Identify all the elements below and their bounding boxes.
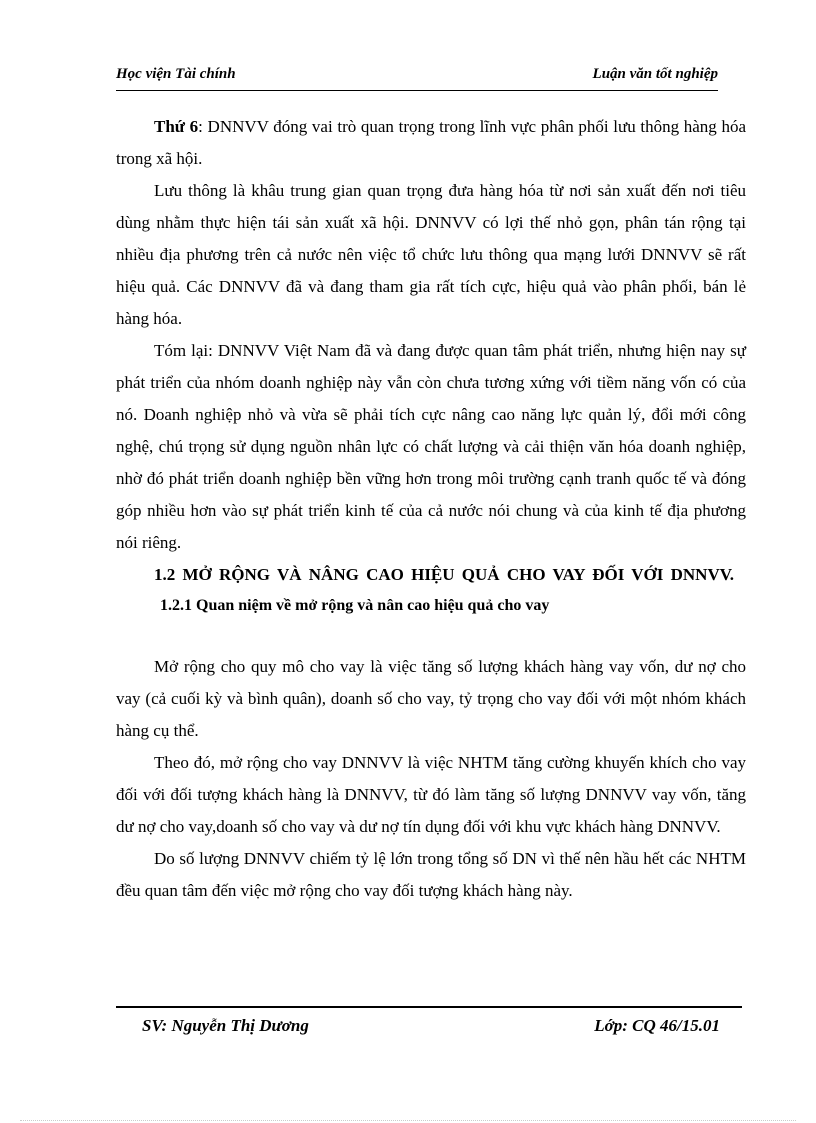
paragraph-1-lead: Thứ 6 <box>154 117 199 136</box>
header-institution: Học viện Tài chính <box>116 66 236 82</box>
paragraph-4: Mở rộng cho quy mô cho vay là việc tăng số lượng khách hàng vay vốn, dư nợ cho vay (cả cuối kỳ và bình quân), doanh số cho vay, tỷ trọng cho vay đối với một nhóm khách hàng cụ thể. <box>116 657 746 740</box>
paragraph-1 <box>116 111 746 175</box>
paragraph-6: Do số lượng DNNVV chiếm tỷ lệ lớn trong tổng số DN vì thế nên hầu hết các NHTM đều quan tâm đến việc mở rộng cho vay đối tượng khách hàng này. <box>116 849 746 900</box>
section-heading-1-2: 1.2 MỞ RỘNG VÀ NÂNG CAO HIỆU QUẢ CHO VAY ĐỐI VỚI DNNVV. <box>154 565 735 584</box>
paragraph-1-text: : DNNVV đóng vai trò quan trọng trong lĩnh vực phân phối lưu thông hàng hóa trong xã hội. <box>116 117 746 168</box>
footer-student: SV: Nguyễn Thị Dương <box>142 1016 309 1035</box>
page-body <box>116 111 746 907</box>
paragraph-3: Tóm lại: DNNVV Việt Nam đã và đang được quan tâm phát triển, nhưng hiện nay sự phát triển của nhóm doanh nghiệp này vẫn còn chưa tương xứng với tiềm năng vốn có của nó. Doanh nghiệp nhỏ và vừa sẽ phải tích cực nâng cao năng lực quản lý, đổi mới công nghệ, chú trọng sử dụng nguồn nhân lực có chất lượng và cải thiện văn hóa doanh nghiệp, nhờ đó phát triển doanh nghiệp bền vững hơn trong môi trường cạnh tranh quốc tế và đóng góp nhiều hơn vào sự phát triển kinh tế của cả nước nói chung và của kinh tế địa phương nói riêng. <box>116 341 746 552</box>
page-header <box>116 64 718 91</box>
page-footer <box>116 1006 742 1048</box>
paragraph-5: Theo đó, mở rộng cho vay DNNVV là việc NHTM tăng cường khuyến khích cho vay đối với đối tượng khách hàng là DNNVV, từ đó làm tăng số lượng DNNVV vay vốn, tăng dư nợ cho vay,doanh số cho vay và dư nợ tín dụng đối với khu vực khách hàng DNNVV. <box>116 753 746 836</box>
subsection-heading-1-2-1: 1.2.1 Quan niệm về mở rộng và nân cao hiệu quả cho vay <box>160 597 550 614</box>
header-doc-type: Luận văn tốt nghiệp <box>592 66 718 82</box>
footer-class: Lớp: CQ 46/15.01 <box>594 1016 720 1035</box>
paragraph-2: Lưu thông là khâu trung gian quan trọng đưa hàng hóa từ nơi sản xuất đến nơi tiêu dùng nhằm thực hiện tái sản xuất xã hội. DNNVV có lợi thế nhỏ gọn, phân tán rộng tại nhiều địa phương trên cả nước nên việc tổ chức lưu thông qua mạng lưới DNNVV sẽ rất hiệu quả. Các DNNVV đã và đang tham gia rất tích cực, hiệu quả vào phân phối, bán lẻ hàng hóa. <box>116 181 746 328</box>
page-edge-divider <box>20 1120 796 1121</box>
